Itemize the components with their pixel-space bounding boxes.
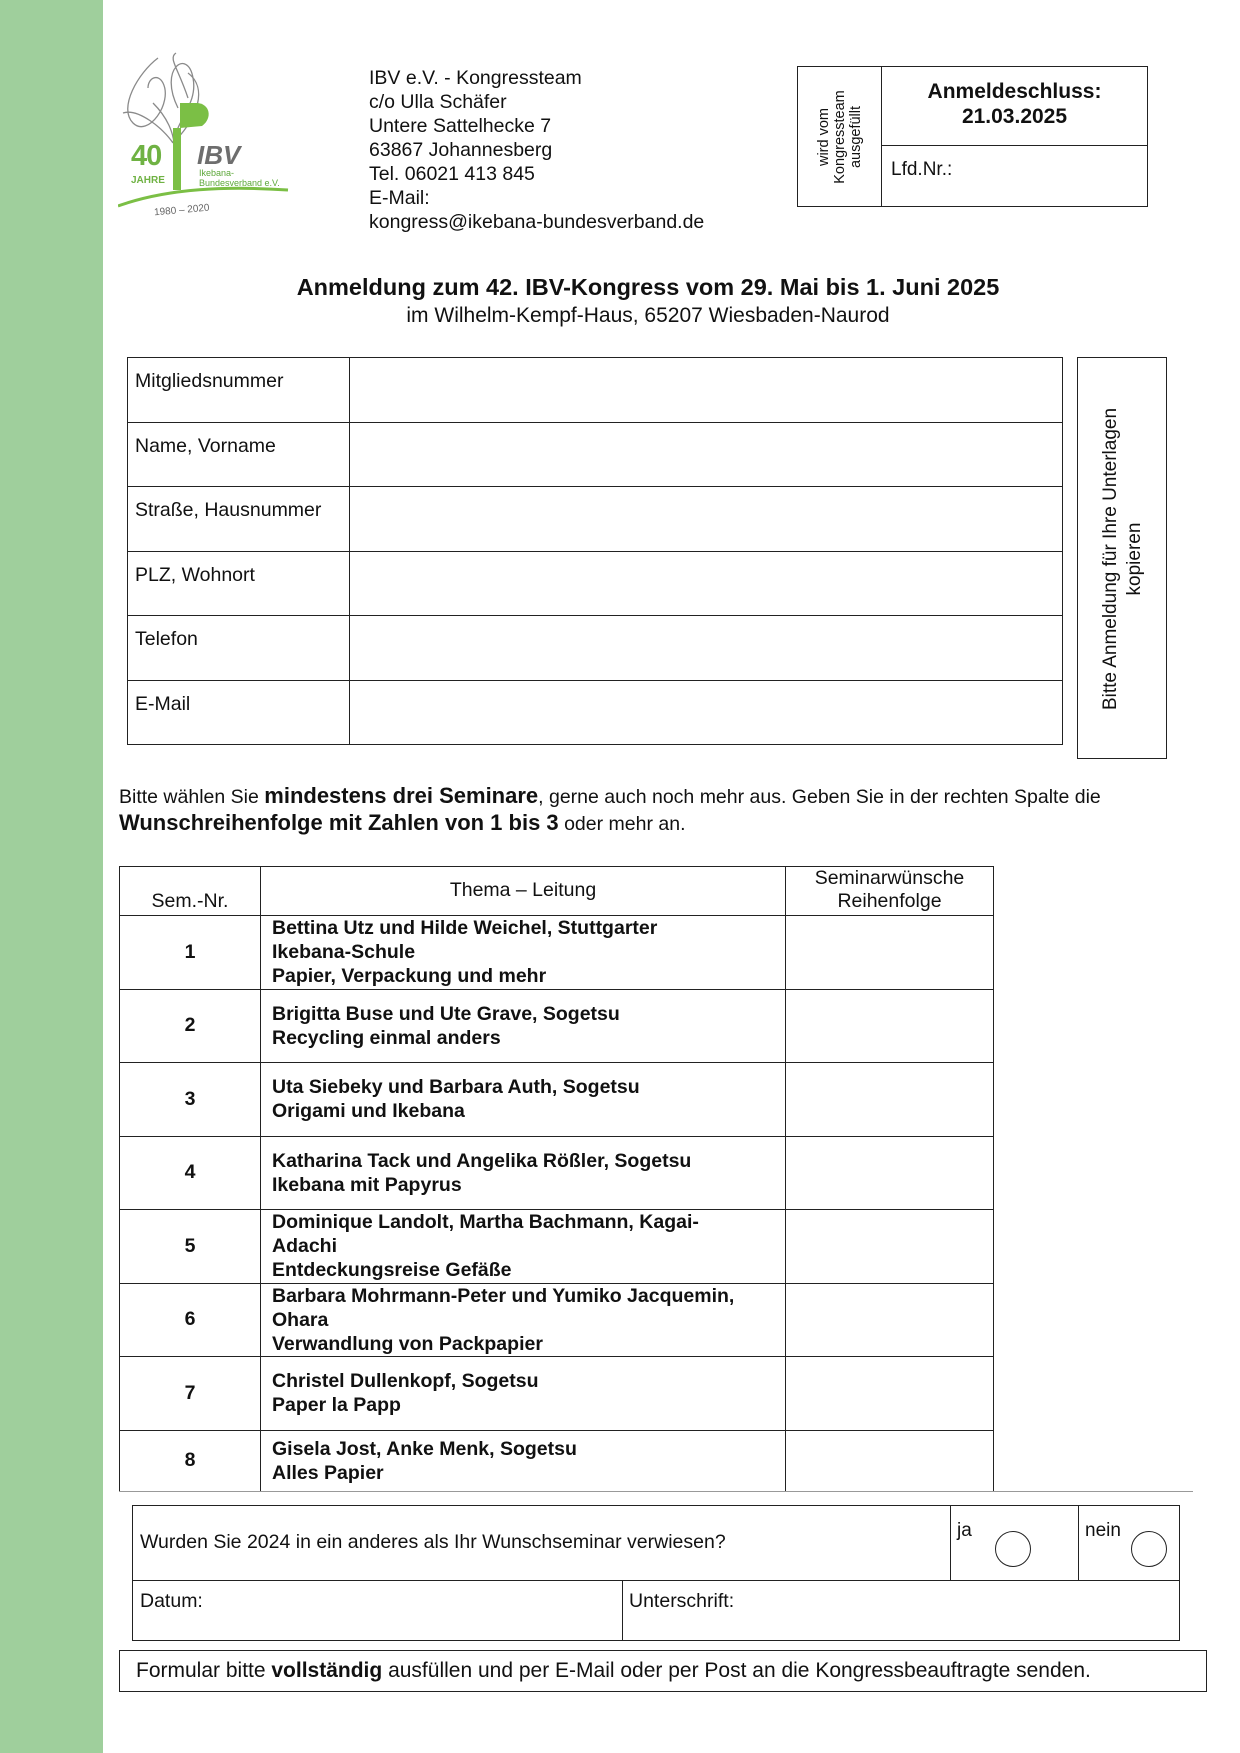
- form-row: [128, 680, 1063, 745]
- name-field[interactable]: [350, 422, 1063, 487]
- deadline-label: Anmeldeschluss:: [927, 80, 1102, 103]
- no-radio[interactable]: [1131, 1531, 1167, 1567]
- seminar-number: 5: [120, 1210, 261, 1284]
- street-field[interactable]: [350, 487, 1063, 552]
- topic-line: Ohara: [272, 1308, 329, 1331]
- topic-line: Uta Siebeky und Barbara Auth, Sogetsu: [272, 1076, 640, 1099]
- seminar-row: [120, 1430, 994, 1491]
- form-row: [128, 551, 1063, 616]
- seminar-row: [120, 989, 994, 1063]
- wish-order-field[interactable]: [786, 1136, 994, 1210]
- logo-sub-line2: Bundesverband e.V.: [199, 178, 280, 188]
- address-email[interactable]: kongress@ikebana-bundesverband.de: [369, 211, 705, 233]
- address-line: Untere Sattelhecke 7: [369, 115, 552, 137]
- serial-number-label: Lfd.Nr.:: [891, 159, 953, 180]
- form-row: [128, 422, 1063, 487]
- header-wish-line: Seminarwünsche: [814, 867, 965, 889]
- divider: [622, 1580, 623, 1640]
- address-line: E-Mail:: [369, 187, 430, 209]
- seminar-topic: [261, 1357, 786, 1431]
- field-label: Mitgliedsnummer: [128, 358, 350, 423]
- personal-data-table: [127, 357, 1063, 745]
- yes-label: ja: [957, 1520, 972, 1541]
- seminar-number: 8: [120, 1430, 261, 1491]
- office-use-note: [816, 67, 864, 207]
- page-title: Anmeldung zum 42. IBV-Kongress vom 29. Mai bis 1. Juni 2025: [296, 274, 1000, 300]
- copy-note-line: kopieren: [1124, 522, 1145, 596]
- address-line: c/o Ulla Schäfer: [369, 91, 507, 113]
- side-color-bar: [0, 0, 103, 1753]
- field-label: Straße, Hausnummer: [128, 487, 350, 552]
- instr-emphasis: Wunschreihenfolge mit Zahlen von 1 bis 3: [119, 810, 559, 835]
- topic-line: Adachi: [272, 1235, 338, 1258]
- topic-line: Papier, Verpackung und mehr: [272, 965, 547, 988]
- seminar-topic: [261, 1210, 786, 1284]
- topic-line: Alles Papier: [272, 1461, 384, 1484]
- instr-emphasis: mindestens drei Seminare: [264, 783, 539, 808]
- address-block: [369, 66, 704, 234]
- seminar-topic: [261, 1430, 786, 1491]
- wish-order-field[interactable]: [786, 916, 994, 990]
- phone-field[interactable]: [350, 616, 1063, 681]
- topic-line: Ikebana-Schule: [272, 941, 416, 964]
- address-line: Tel. 06021 413 845: [369, 163, 535, 185]
- seminar-number: 6: [120, 1283, 261, 1357]
- seminar-row: [120, 1283, 994, 1357]
- seminar-row: [120, 1210, 994, 1284]
- footer-emphasis: vollständig: [271, 1659, 383, 1682]
- seminar-number: 7: [120, 1357, 261, 1431]
- page-subtitle: im Wilhelm-Kempf-Haus, 65207 Wiesbaden-Naurod: [406, 304, 890, 327]
- topic-line: Ikebana mit Papyrus: [272, 1173, 462, 1196]
- topic-line: Entdeckungsreise Gefäße: [272, 1259, 512, 1282]
- copy-note-box: [1077, 357, 1167, 759]
- topic-line: Dominique Landolt, Martha Bachmann, Kagai-: [272, 1211, 699, 1234]
- field-label: PLZ, Wohnort: [128, 551, 350, 616]
- wish-order-field[interactable]: [786, 1283, 994, 1357]
- seminar-header-row: [120, 867, 994, 916]
- topic-line: Paper la Papp: [272, 1394, 401, 1417]
- seminar-number: 2: [120, 989, 261, 1063]
- wish-order-field[interactable]: [786, 1063, 994, 1137]
- field-label: E-Mail: [128, 680, 350, 745]
- seminar-row: [120, 1063, 994, 1137]
- office-use-line: wird vom: [816, 108, 832, 167]
- wish-order-field[interactable]: [786, 1430, 994, 1491]
- logo-year-range: 1980 – 2020: [153, 202, 210, 219]
- seminar-row: [120, 1136, 994, 1210]
- divider: [119, 1491, 1193, 1492]
- question-box: [132, 1505, 1180, 1641]
- logo-ibv: IBV: [197, 140, 241, 170]
- copy-note-line: Bitte Anmeldung für Ihre Unterlagen: [1100, 407, 1121, 711]
- seminar-number: 3: [120, 1063, 261, 1137]
- field-label: Name, Vorname: [128, 422, 350, 487]
- wish-order-field[interactable]: [786, 1210, 994, 1284]
- divider: [950, 1506, 951, 1580]
- topic-line: Recycling einmal anders: [272, 1026, 501, 1049]
- address-line: 63867 Johannesberg: [369, 139, 553, 161]
- form-row: [128, 487, 1063, 552]
- deadline-date: 21.03.2025: [961, 105, 1068, 128]
- office-use-line: ausgefüllt: [848, 105, 864, 169]
- seminar-instructions: [119, 783, 1199, 837]
- logo-years: 40: [131, 140, 162, 172]
- deadline: [882, 67, 1147, 146]
- topic-line: Bettina Utz und Hilde Weichel, Stuttgarter: [272, 917, 658, 940]
- footer-note: [119, 1650, 1207, 1692]
- instr-text: Bitte wählen Sie: [119, 786, 265, 808]
- office-use-column: [798, 67, 882, 206]
- seminar-topic: [261, 916, 786, 990]
- topic-line: Verwandlung von Packpapier: [272, 1332, 543, 1355]
- date-field-label[interactable]: Datum:: [140, 1590, 203, 1612]
- seminar-topic: [261, 1136, 786, 1210]
- topic-line: Origami und Ikebana: [272, 1100, 465, 1123]
- instr-text: oder mehr an.: [558, 813, 686, 835]
- signature-field-label[interactable]: Unterschrift:: [629, 1590, 735, 1612]
- seminar-table: [119, 866, 994, 1492]
- divider: [133, 1580, 1179, 1581]
- instr-text: , gerne auch noch mehr aus. Geben Sie in der rechten Spalte die: [538, 786, 1101, 808]
- header-wish-line: Reihenfolge: [837, 890, 942, 912]
- logo-sub-line1: Ikebana-: [199, 168, 235, 178]
- ibv-logo: [118, 48, 318, 226]
- seminar-topic: [261, 1063, 786, 1137]
- header-seminar-number: Sem.-Nr.: [120, 867, 261, 916]
- office-use-line: Kongressteam: [832, 90, 848, 184]
- seminar-topic: [261, 1283, 786, 1357]
- deadline-box: [797, 66, 1148, 207]
- header-wish-order: [786, 867, 994, 916]
- wish-order-field[interactable]: [786, 989, 994, 1063]
- topic-line: Brigitta Buse und Ute Grave, Sogetsu: [272, 1002, 620, 1025]
- wish-order-field[interactable]: [786, 1357, 994, 1431]
- footer-text: ausfüllen und per E-Mail oder per Post an die Kongressbeauftragte senden.: [382, 1659, 1091, 1682]
- form-row: [128, 358, 1063, 423]
- no-label: nein: [1085, 1520, 1121, 1541]
- topic-line: Christel Dullenkopf, Sogetsu: [272, 1370, 539, 1393]
- email-field[interactable]: [350, 680, 1063, 745]
- logo-subtitle: [199, 168, 280, 188]
- member-number-field[interactable]: [350, 358, 1063, 423]
- header-topic: Thema – Leitung: [261, 867, 786, 916]
- divider: [1078, 1506, 1079, 1580]
- seminar-topic: [261, 989, 786, 1063]
- footer-text: Formular bitte: [136, 1659, 272, 1682]
- redirect-question: Wurden Sie 2024 in ein anderes als Ihr Wunschseminar verwiesen?: [140, 1531, 726, 1553]
- seminar-row: [120, 916, 994, 990]
- form-row: [128, 616, 1063, 681]
- logo-jahre: JAHRE: [131, 175, 165, 186]
- field-label: Telefon: [128, 616, 350, 681]
- copy-note: [1099, 359, 1147, 759]
- topic-line: Barbara Mohrmann-Peter und Yumiko Jacquemin,: [272, 1284, 735, 1307]
- topic-line: Katharina Tack und Angelika Rößler, Sogetsu: [272, 1149, 692, 1172]
- zip-city-field[interactable]: [350, 551, 1063, 616]
- seminar-number: 1: [120, 916, 261, 990]
- seminar-row: [120, 1357, 994, 1431]
- yes-radio[interactable]: [995, 1531, 1031, 1567]
- seminar-number: 4: [120, 1136, 261, 1210]
- address-line: IBV e.V. - Kongressteam: [369, 67, 582, 89]
- topic-line: Gisela Jost, Anke Menk, Sogetsu: [272, 1437, 577, 1460]
